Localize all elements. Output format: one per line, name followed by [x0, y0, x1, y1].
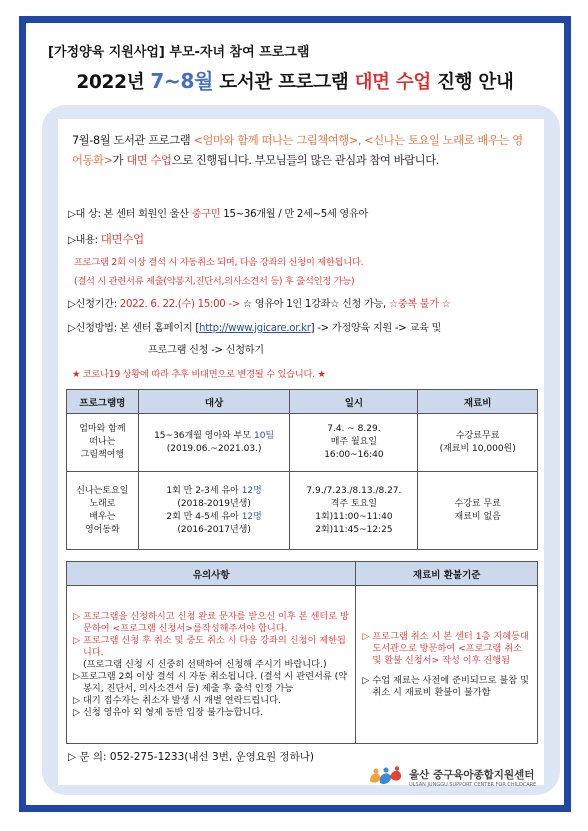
program-name-cell [67, 472, 139, 550]
program-name-line: 노래로 [89, 498, 116, 509]
program-name-line: 그림책여행 [80, 450, 125, 460]
content-inner [58, 119, 544, 785]
target-label: ▷대 상: 본 센터 회원인 울산 [68, 209, 192, 220]
table-row [67, 586, 538, 744]
title-prefix: 2022년 [76, 72, 151, 93]
content-line [68, 231, 144, 247]
period-label: ▷신청기간: [68, 299, 120, 310]
program-table [66, 389, 538, 550]
program-name-line: 신나는토요일 [76, 485, 129, 496]
intro-text-2: 가 [112, 154, 127, 167]
target-line [68, 205, 368, 220]
header-subtitle: [가정양육 지원사업] 부모-자녀 참여 프로그램 [48, 45, 310, 60]
refund-item: ▷ 프로그램 취소 시 본 센터 1층 지혜등대 도서관으로 방문하여 <프로그램 취소 및 환불 신청서> 작성 이후 진행됨 [362, 630, 529, 666]
note-item: ▷ 프로그램 신청 후 취소 및 중도 취소 시 다음 강좌의 신청이 제한됩니다. [73, 634, 346, 658]
content-panel [42, 105, 560, 795]
target-cell [138, 472, 290, 550]
notice-table [66, 561, 538, 744]
note-item: (프로그램 신청 시 신중히 선택하여 신청해 주시기 바랍니다.) [83, 658, 327, 670]
program-name-line: 배우는 [89, 511, 116, 522]
target-count: 10팀 [253, 430, 275, 441]
period-duplicate: ☆중복 불가 ☆ [388, 299, 451, 310]
program-name-line: 영어동화 [84, 524, 120, 535]
target-birth-range: (2016-2017년생) [177, 524, 251, 535]
note-item: ▷ 프로그램을 신청하시고 신청 완료 문자를 받으신 이후 본 센터로 방문하여 <프로그램 신청서>를작성해주셔야 합니다. [73, 610, 349, 634]
datetime-line: 격주 토요일 [330, 498, 378, 509]
warning-line-2: (결석 시 관련서류 제출(약봉지,진단서,의사소견서 등) 후 출석인정 가능) [74, 276, 355, 287]
program-name-line: 떠나는 [89, 437, 116, 447]
method-label: ▷신청방법: 본 센터 홈페이지 [ [68, 323, 200, 334]
program-name-line: 엄마와 함께 [79, 424, 126, 434]
datetime-line: 1회)11:00~11:40 [315, 511, 393, 522]
target-cell [138, 414, 290, 472]
intro-highlight: 대면 수업 [126, 154, 172, 167]
target-text: 1회 만 2-3세 유아 [166, 485, 242, 496]
target-count: 12명 [241, 485, 262, 496]
intro-program-2: <신나는 토요일 노래로 배우는 영어동화> [72, 134, 523, 167]
datetime-cell [290, 472, 418, 550]
fee-cell [418, 414, 538, 472]
datetime-cell [290, 414, 418, 472]
footer-logo [366, 765, 536, 789]
fee-line: 재료비 없음 [454, 511, 501, 522]
note-item: ▷프로그램 2회 이상 결석 시 자동 취소됩니다. (결석 시 관련서류 (약봉지, 진단서, 의사소견서 등) 제출 후 출석 인정 가능 [73, 670, 348, 694]
target-birth-range: (2018-2019년생) [177, 498, 251, 509]
fee-line: 수강료무료 [455, 430, 500, 441]
table-row [67, 414, 538, 472]
datetime-line: 16:00~16:40 [324, 450, 384, 460]
target-line [141, 430, 288, 443]
note-item: ▷ 대기 접수자는 취소자 발생 시 개별 연락드립니다. [73, 694, 281, 706]
homepage-link[interactable]: http://www.jgicare.or.kr [199, 323, 311, 334]
datetime-line: 7.4. ~ 8.29. [327, 424, 381, 434]
datetime-line: 7.9./7.23./8.13./8.27. [306, 485, 402, 496]
col-header-fee: 재료비 [418, 390, 538, 414]
program-table-header [67, 390, 538, 414]
fee-line: (재료비 10,000원) [439, 443, 516, 454]
poster-frame [19, 16, 571, 812]
title-months: 7~8월 [150, 69, 214, 93]
note-item: ▷ 신청 영유아 외 형제 동반 입장 불가능합니다. [73, 706, 264, 718]
target-line [141, 485, 288, 498]
title-suffix: 진행 안내 [431, 72, 514, 93]
content-value: 대면수업 [100, 232, 144, 246]
notice-table-header [67, 562, 538, 586]
target-count: 12명 [241, 511, 262, 522]
intro-paragraph [72, 131, 532, 171]
datetime-line: 2회)11:45~12:25 [315, 524, 393, 535]
col-header-program: 프로그램명 [67, 390, 139, 414]
period-value: 2022. 6. 22.(수) 15:00 -> [119, 299, 240, 310]
content-label: ▷내용: [68, 235, 101, 246]
target-birth-range: (2019.06.~2021.03.) [166, 443, 262, 454]
intro-sep: , [357, 134, 365, 147]
intro-program-1: <엄마와 함께 떠나는 그림책여행> [193, 134, 358, 147]
period-rest: ☆ 영유아 1인 1강좌☆ 신청 가능, [239, 299, 389, 310]
program-name-cell [67, 414, 139, 472]
refund-item: ▷ 수업 재료는 사전에 준비되므로 불참 및 취소 시 재료비 환불이 불가함 [362, 674, 529, 698]
method-line-2: 프로그램 신청 -> 신청하기 [148, 345, 264, 356]
table-row [67, 472, 538, 550]
target-text: 15~36개월 영아와 부모 [154, 430, 254, 441]
refund-cell [356, 586, 538, 744]
col-header-notes: 유의사항 [67, 562, 356, 586]
childcare-center-logo-icon [366, 765, 406, 789]
contact-info: ▷ 문 의: 052-275-1233(내선 3번, 운영요원 정하나) [68, 751, 314, 763]
method-rest: ] -> 가정양육 지원 -> 교육 및 [310, 323, 442, 334]
warning-line-1: 프로그램 2회 이상 결석 시 자동취소 되며, 다음 강좌의 신청이 제한됩니다. [74, 257, 364, 268]
org-name-en: ULSAN JUNGGU SUPPORT CENTER FOR CHILDCARE [409, 781, 537, 788]
target-rest: 15~36개월 / 만 2세~5세 영유아 [220, 209, 369, 220]
col-header-datetime: 일시 [290, 390, 418, 414]
col-header-refund: 재료비 환불기준 [356, 562, 538, 586]
title-highlight: 대면 수업 [354, 72, 431, 93]
intro-text-3: 으로 진행됩니다. 부모님들의 많은 관심과 참여 바랍니다. [171, 154, 439, 167]
datetime-line: 매주 월요일 [330, 437, 378, 447]
target-line [141, 511, 288, 524]
org-name: 울산 중구육아종합지원센터 [409, 768, 535, 781]
notes-cell [67, 586, 356, 744]
title-mid: 도서관 프로그램 [213, 72, 355, 93]
intro-text-1: 7월-8월 도서관 프로그램 [72, 134, 194, 147]
target-highlight: 중구민 [191, 209, 221, 220]
period-line [68, 295, 451, 310]
method-line [68, 319, 441, 334]
page-title [26, 65, 564, 94]
col-header-target: 대상 [138, 390, 290, 414]
target-text: 2회 만 4-5세 유아 [166, 511, 242, 522]
fee-cell [418, 472, 538, 550]
fee-line: 수강료 무료 [454, 498, 501, 509]
covid-notice: ★ 코로나19 상황에 따라 추후 비대면으로 변경될 수 있습니다. ★ [72, 369, 326, 380]
